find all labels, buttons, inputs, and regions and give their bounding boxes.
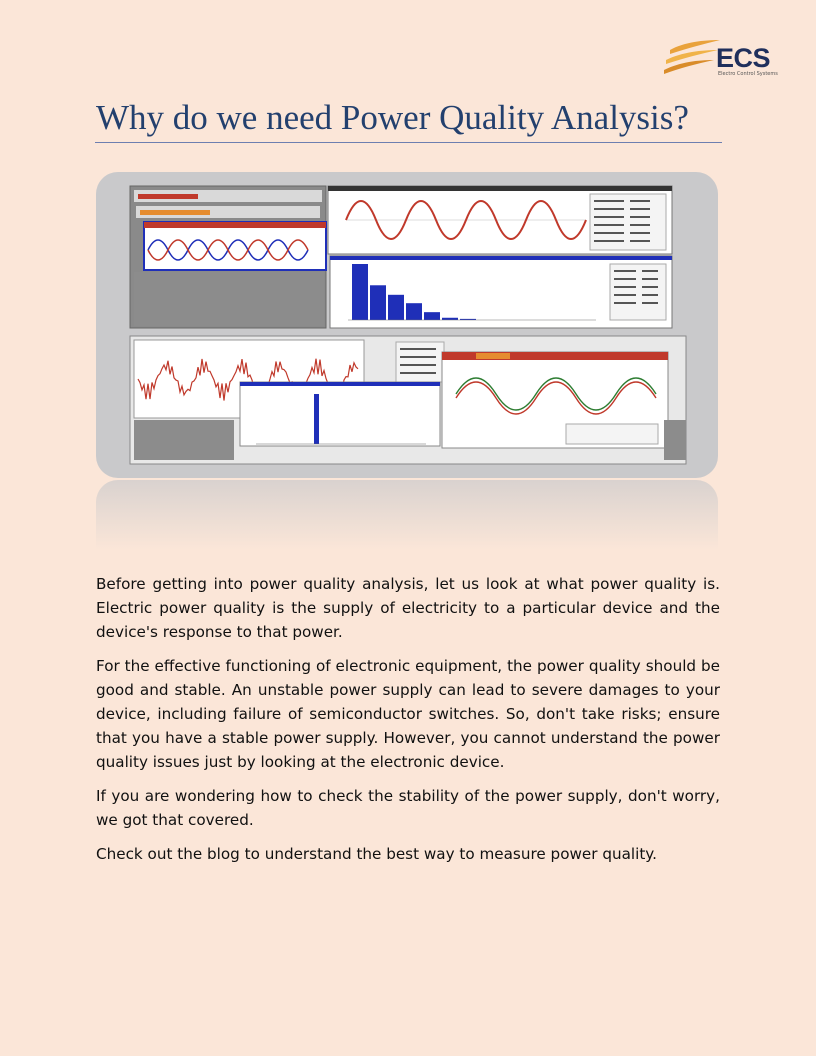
harmonic-bar <box>406 303 422 320</box>
swoosh-icon <box>664 38 720 78</box>
power-quality-analyzer-image <box>96 172 718 478</box>
harmonic-bar <box>442 318 458 320</box>
ecs-logo <box>664 36 782 80</box>
harmonic-bar <box>370 285 386 320</box>
logo-text: ECS <box>716 43 771 73</box>
logo-subtext: Electro Control Systems <box>718 71 778 77</box>
page-title: Why do we need Power Quality Analysis? <box>96 98 689 137</box>
paragraph: If you are wondering how to check the stability of the power supply, don't worry, we got that covered. <box>96 787 720 829</box>
harmonic-bar <box>352 264 368 320</box>
harmonic-bar <box>388 295 404 320</box>
article-body <box>96 572 720 876</box>
image-reflection <box>96 480 718 550</box>
paragraph: For the effective functioning of electronic equipment, the power quality should be good and stable. An unstable power supply can lead to severe damages to your device, including failure of semiconductor switches. So, don't take risks; ensure that you have a stable power supply. However, you cannot understand the power quality issues just by looking at the electronic device. <box>96 657 720 771</box>
paragraph-blog-cta: Check out the blog to understand the best way to measure power quality. <box>96 845 657 863</box>
analyzer-screens-illustration <box>96 172 718 478</box>
paragraph: Before getting into power quality analysis, let us look at what power quality is. Electric power quality is the supply of electricity to a particular device and the device's response to that power. <box>96 575 720 641</box>
title-divider <box>95 142 722 143</box>
harmonic-bar <box>424 312 440 320</box>
